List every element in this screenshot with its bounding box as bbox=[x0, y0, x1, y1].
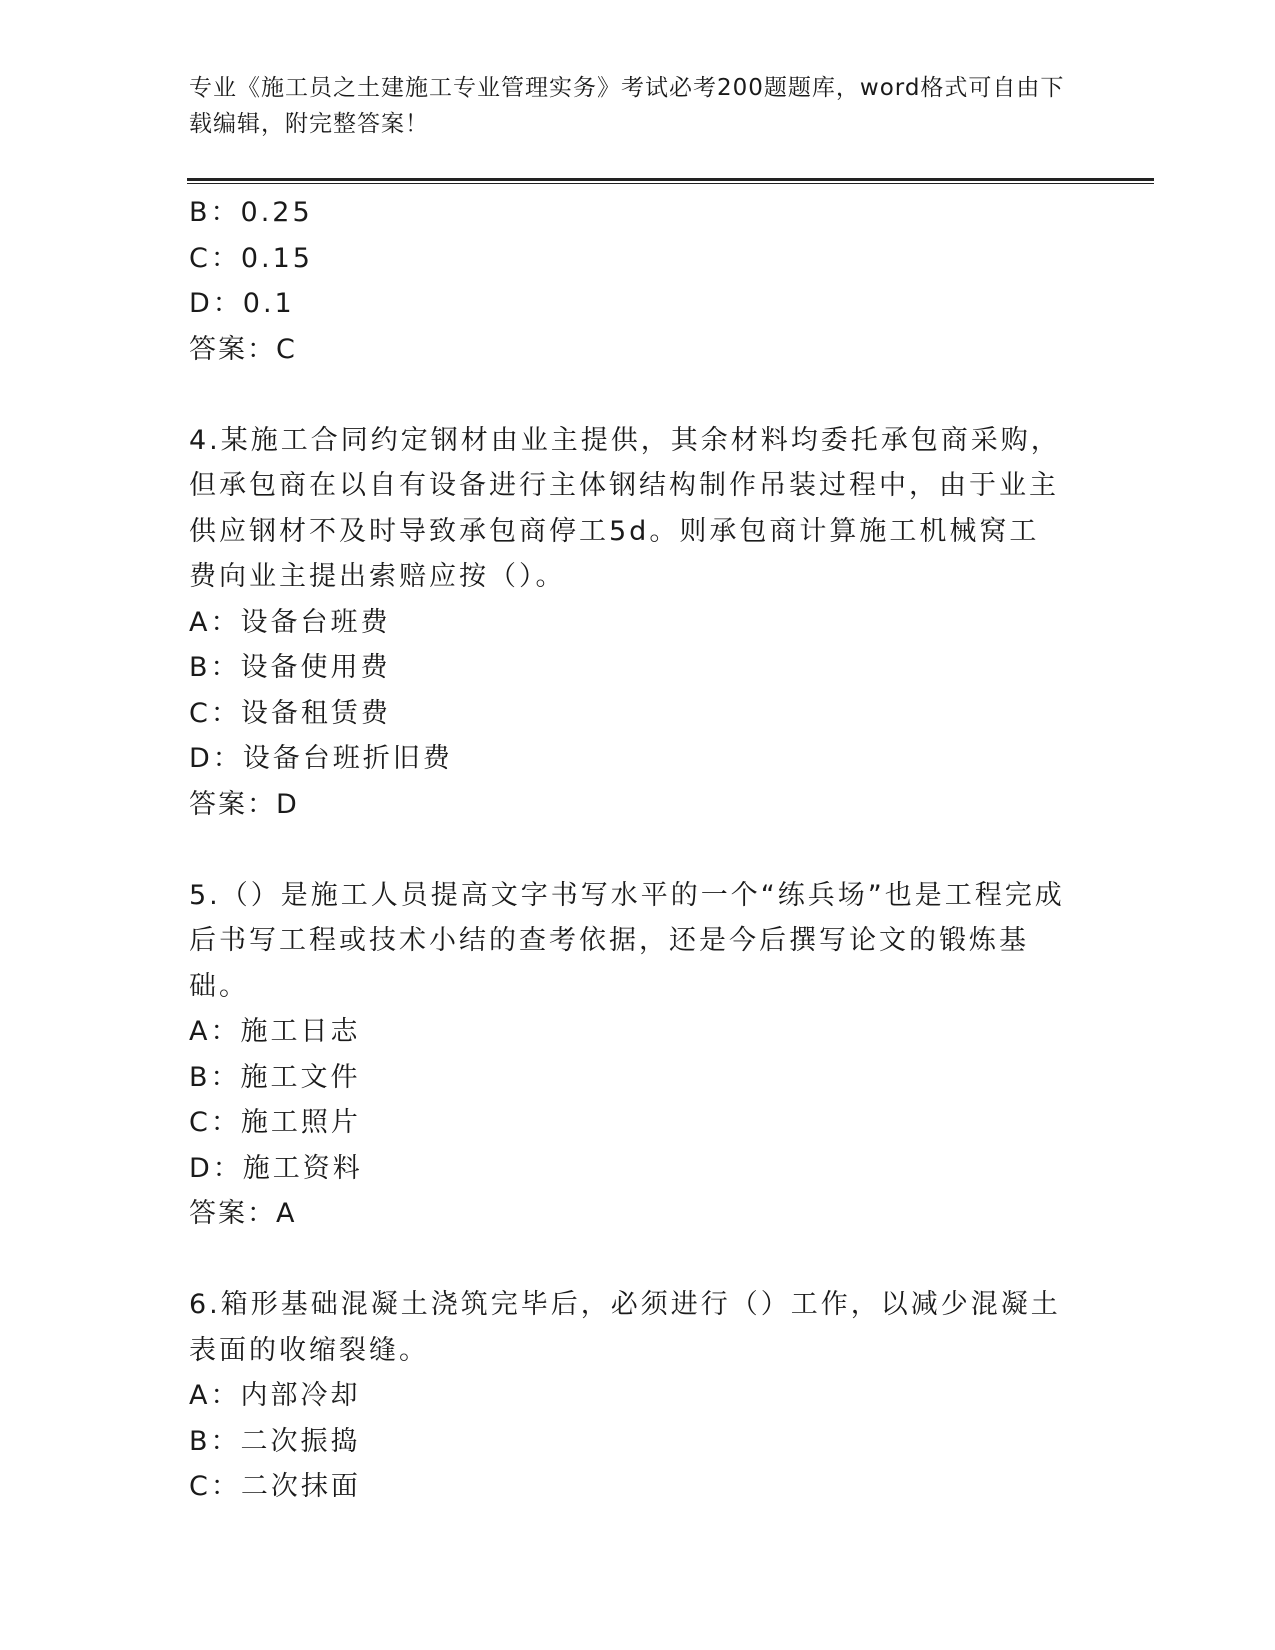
option-b: B：0.25 bbox=[189, 197, 313, 228]
option-d: D：施工资料 bbox=[189, 1152, 363, 1184]
question-stem: 4.某施工合同约定钢材由业主提供，其余材料均委托承包商采购，但承包商在以自有设备进行主体钢结构制作吊装过程中，由于业主供应钢材不及时导致承包商停工5d。则承包商计算施工机械窝工费向业主提出索赔应按（）。 bbox=[189, 424, 1061, 592]
header-rule-thin bbox=[187, 183, 1154, 184]
option-c: C：二次抹面 bbox=[189, 1471, 361, 1502]
option-a: A：施工日志 bbox=[189, 1016, 361, 1047]
option-b: B：施工文件 bbox=[189, 1061, 361, 1093]
option-b: B：二次振捣 bbox=[189, 1425, 361, 1457]
option-c: C：0.15 bbox=[189, 242, 313, 274]
option-c: C：设备租赁费 bbox=[189, 697, 391, 729]
spacer bbox=[189, 1237, 1069, 1283]
option-d: D：设备台班折旧费 bbox=[189, 743, 453, 774]
answer-line: 答案：D bbox=[189, 788, 299, 820]
answer-line: 答案：C bbox=[189, 333, 297, 365]
question-stem: 5.（）是施工人员提高文字书写水平的一个“练兵场”也是工程完成后书写工程或技术小结的查考依据，还是今后撰写论文的锻炼基础。 bbox=[189, 879, 1065, 1002]
document-header: 专业《施工员之土建施工专业管理实务》考试必考200题题库，word格式可自由下载编辑，附完整答案！ bbox=[189, 75, 1065, 137]
question-list bbox=[189, 190, 1069, 1510]
spacer bbox=[189, 372, 1069, 418]
option-d: D：0.1 bbox=[189, 288, 295, 319]
option-b: B：设备使用费 bbox=[189, 652, 391, 683]
answer-line: 答案：A bbox=[189, 1198, 297, 1229]
option-a: A：设备台班费 bbox=[189, 606, 391, 638]
question-stem: 6.箱形基础混凝土浇筑完毕后，必须进行（）工作，以减少混凝土表面的收缩裂缝。 bbox=[189, 1289, 1061, 1366]
spacer bbox=[189, 827, 1069, 873]
option-a: A：内部冷却 bbox=[189, 1380, 361, 1411]
header-rule-thick bbox=[187, 178, 1154, 181]
option-c: C：施工照片 bbox=[189, 1107, 361, 1138]
